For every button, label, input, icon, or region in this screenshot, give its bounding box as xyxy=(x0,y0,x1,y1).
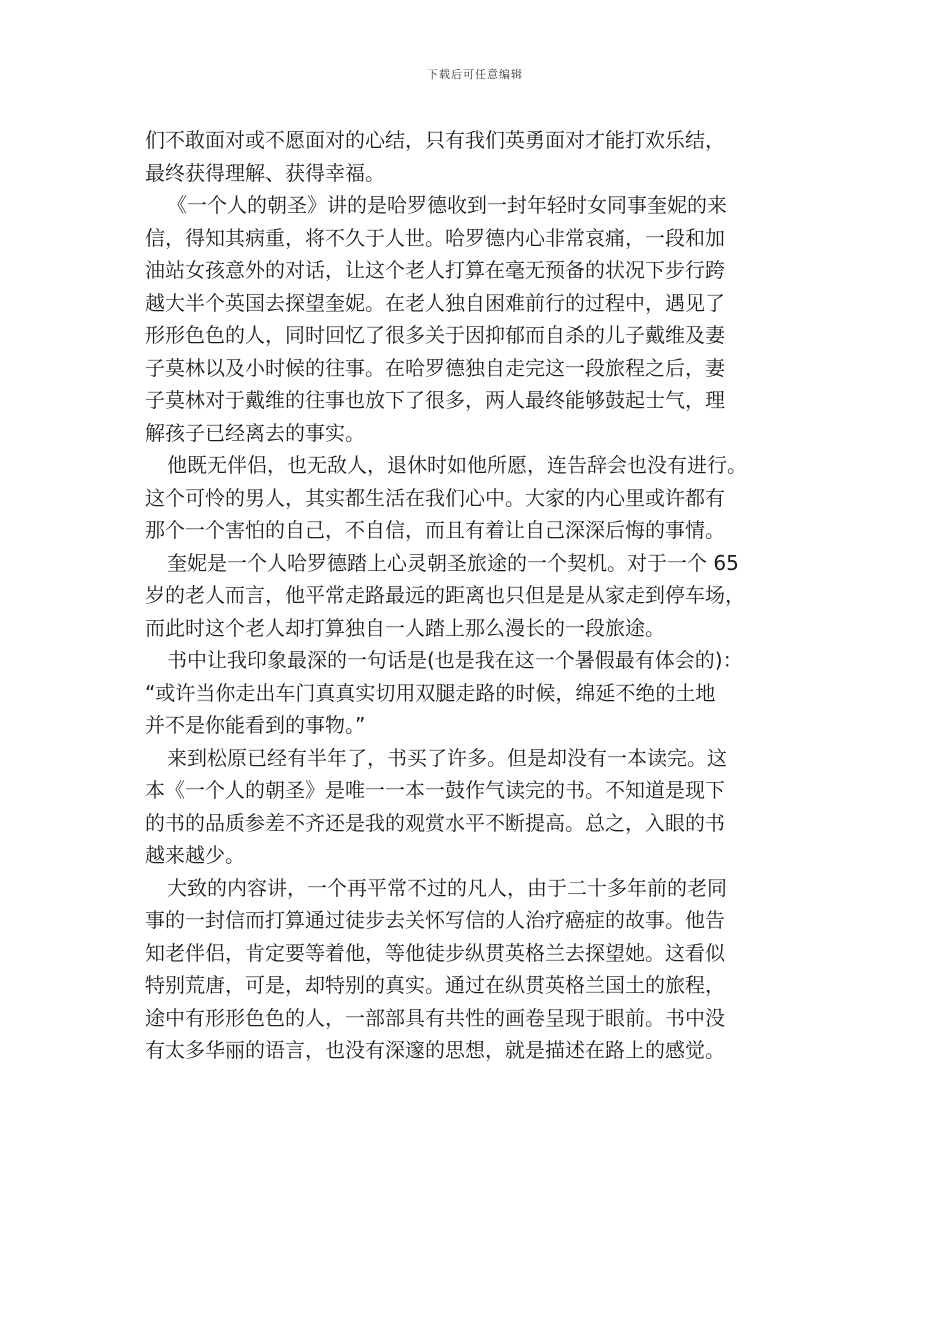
text-line: 有太多华丽的语言，也没有深邃的思想，就是描述在路上的感觉。 xyxy=(145,1038,725,1062)
text-line: 形形色色的人，同时回忆了很多关于因抑郁而自杀的儿子戴维及妻 xyxy=(145,323,725,347)
text-line: 大致的内容讲，一个再平常不过的凡人，由于二十多年前的老同 xyxy=(167,875,727,900)
text-line: 而此时这个老人却打算独自一人踏上那么漫长的一段旅途。 xyxy=(145,615,665,640)
text-line: 们不敢面对或不愿面对的心结，只有我们英勇面对才能打欢乐结， xyxy=(145,128,725,152)
text-line: 他既无伴侣，也无敌人，退休时如他所愿，连告辞会也没有进行。 xyxy=(167,453,747,477)
text-line: 子莫林对于戴维的往事也放下了很多，两人最终能够鼓起士气，理 xyxy=(145,388,725,412)
text-line: 奎妮是一个人哈罗德踏上心灵朝圣旅途的一个契机。对于一个 65 xyxy=(167,550,739,575)
text-line: 途中有形形色色的人，一部部具有共性的画卷呈现于眼前。书中没 xyxy=(145,1005,725,1030)
text-line: 越来越少。 xyxy=(145,843,245,867)
text-line: 并不是你能看到的事物。” xyxy=(145,713,366,737)
text-line: 那个一个害怕的自己，不自信，而且有着让自己深深后悔的事情。 xyxy=(145,518,725,542)
page-header: 下载后可任意编辑 xyxy=(427,68,523,81)
text-line: 事的一封信而打算通过徒步去关怀写信的人治疗癌症的故事。他告 xyxy=(145,908,725,932)
text-line: 油站女孩意外的对话，让这个老人打算在毫无预备的状况下步行跨 xyxy=(145,258,725,282)
text-line: 特别荒唐，可是，却特别的真实。通过在纵贯英格兰国土的旅程， xyxy=(145,973,725,997)
text-line: 的书的品质参差不齐还是我的观赏水平不断提高。总之，入眼的书 xyxy=(145,810,725,835)
document-body xyxy=(145,124,825,1067)
text-line: 《一个人的朝圣》讲的是哈罗德收到一封年轻时女同事奎妮的来 xyxy=(167,193,727,217)
text-line: 来到松原已经有半年了，书买了许多。但是却没有一本读完。这 xyxy=(167,745,727,770)
text-line: 这个可怜的男人，其实都生活在我们心中。大家的内心里或许都有 xyxy=(145,485,725,510)
text-line: 最终获得理解、获得幸福。 xyxy=(145,160,385,185)
text-line: 越大半个英国去探望奎妮。在老人独自困难前行的过程中，遇见了 xyxy=(145,290,725,315)
text-line: 书中让我印象最深的一句话是(也是我在这一个暑假最有体会的)： xyxy=(167,648,743,672)
text-line: “或许当你走出车门真真实切用双腿走路的时候，绵延不绝的土地 xyxy=(145,680,716,705)
text-line: 信，得知其病重，将不久于人世。哈罗德内心非常哀痛，一段和加 xyxy=(145,225,725,250)
text-line: 本《一个人的朝圣》是唯一一本一鼓作气读完的书。不知道是现下 xyxy=(145,778,725,802)
text-line: 子莫林以及小时候的往事。在哈罗德独自走完这一段旅程之后，妻 xyxy=(145,355,725,380)
text-line: 解孩子已经离去的事实。 xyxy=(145,420,365,445)
text-line: 知老伴侣，肯定要等着他，等他徒步纵贯英格兰去探望她。这看似 xyxy=(145,940,725,965)
text-line: 岁的老人而言，他平常走路最远的距离也只但是是从家走到停车场， xyxy=(145,583,745,607)
